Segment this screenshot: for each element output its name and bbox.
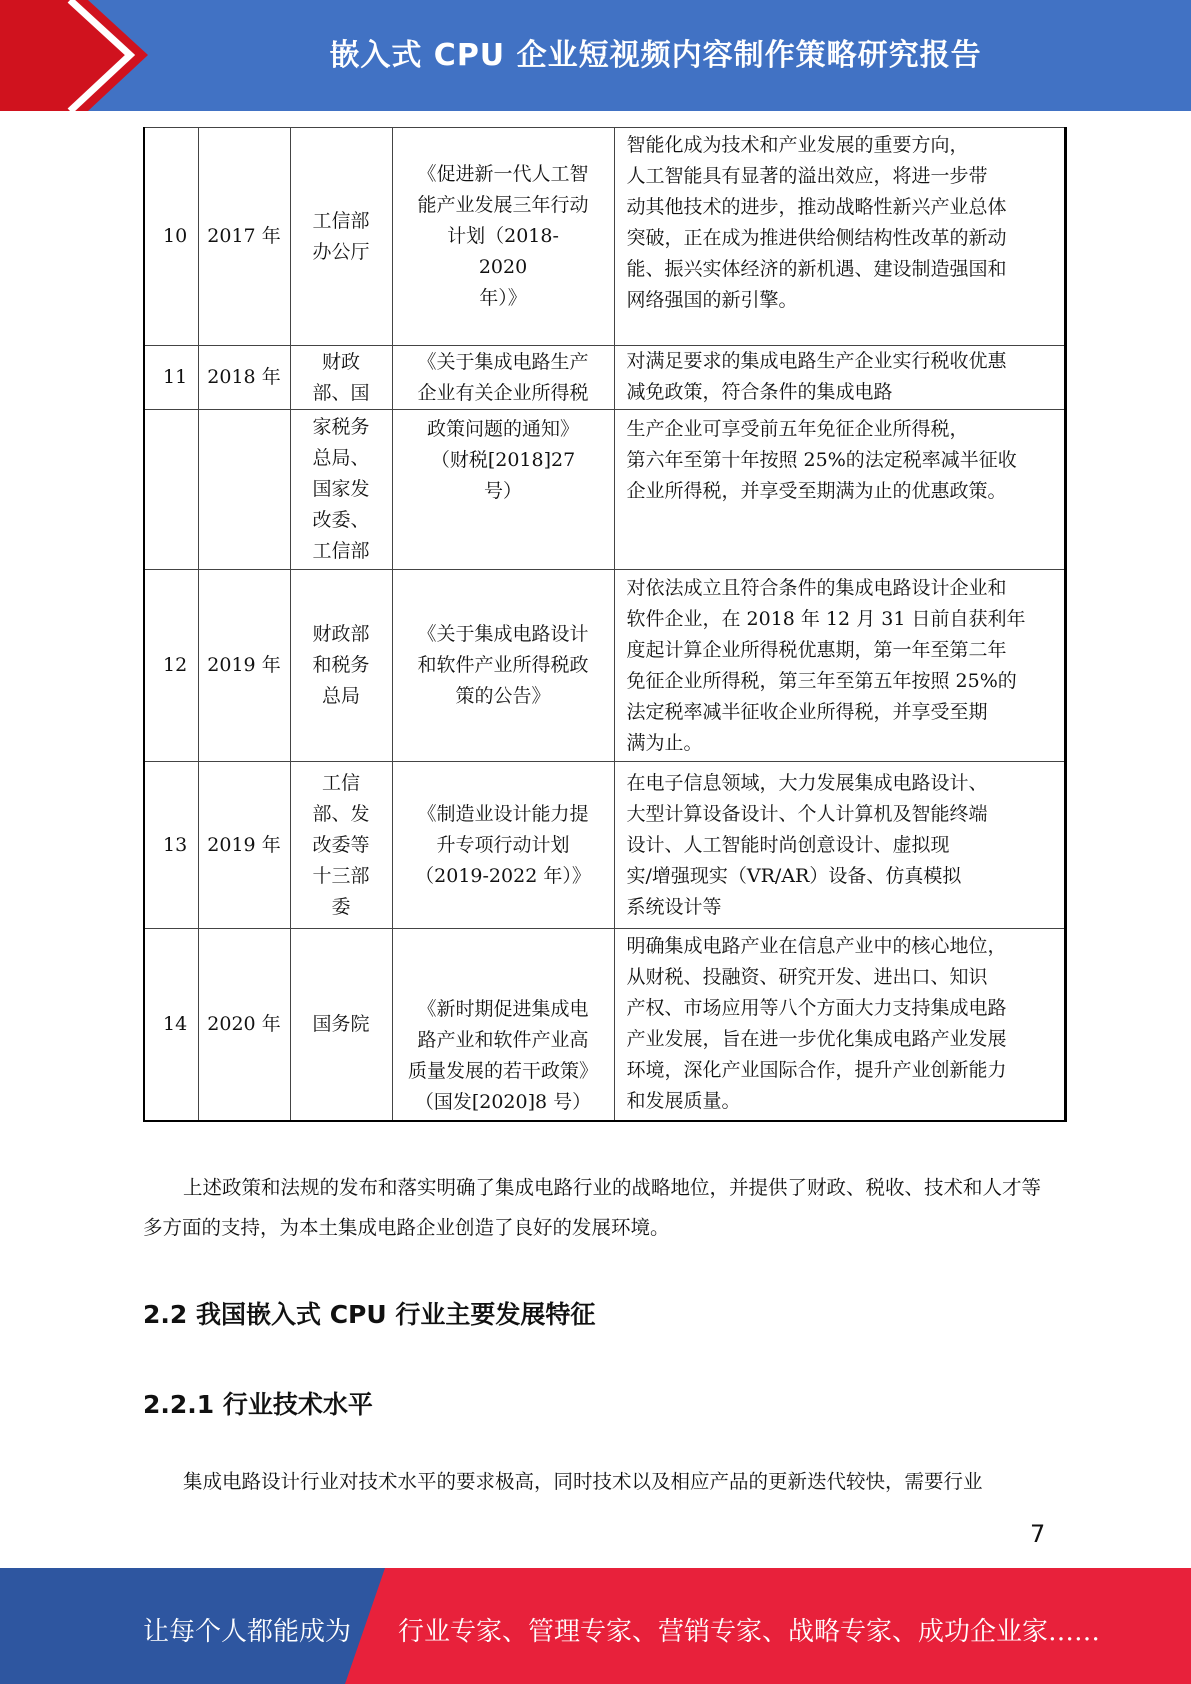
table-row [144,570,1065,762]
row-policy: 政策问题的通知》 （财税[2018]27 号） [392,410,614,570]
section-heading: 2.2 我国嵌入式 CPU 行业主要发展特征 [143,1300,596,1329]
row-year: 2017 年 [198,128,290,346]
policy-table [143,127,1067,1122]
row-description: 智能化成为技术和产业发展的重要方向， 人工智能具有显著的溢出效应，将进一步带 动其他技术的进步，推动战略性新兴产业总体 突破，正在成为推进供给侧结构性改革的新动 能、振兴实体经济的新机遇、建设制造强国和 网络强国的新引擎。 [614,128,1065,346]
row-year: 2019 年 [198,762,290,929]
row-number: 13 [144,762,198,929]
row-year: 2020 年 [198,929,290,1121]
row-year: 2019 年 [198,570,290,762]
row-policy: 《制造业设计能力提 升专项行动计划 （2019-2022 年）》 [392,762,614,929]
report-title: 嵌入式 CPU 企业短视频内容制作策略研究报告 [329,38,982,73]
table-row [144,128,1065,346]
row-description: 生产企业可享受前五年免征企业所得税， 第六年至第十年按照 25%的法定税率减半征收 企业所得税，并享受至期满为止的优惠政策。 [614,410,1065,570]
footer-slogan-left: 让每个人都能成为 [143,1617,352,1647]
table-row [144,410,1065,570]
row-department: 财政部 和税务 总局 [290,570,392,762]
row-number [144,410,198,570]
row-number: 12 [144,570,198,762]
row-policy: 《关于集成电路设计 和软件产业所得税政 策的公告》 [392,570,614,762]
row-year [198,410,290,570]
row-department: 工信 部、发 改委等 十三部 委 [290,762,392,929]
row-department: 国务院 [290,929,392,1121]
body-paragraph: 集成电路设计行业对技术水平的要求极高，同时技术以及相应产品的更新迭代较快，需要行业 [183,1470,983,1493]
row-description: 对满足要求的集成电路生产企业实行税收优惠 减免政策，符合条件的集成电路 [614,346,1065,410]
row-department: 家税务 总局、 国家发 改委、 工信部 [290,410,392,570]
table-row [144,762,1065,929]
row-policy: 《促进新一代人工智 能产业发展三年行动 计划（2018- 2020 年）》 [392,128,614,346]
row-number: 14 [144,929,198,1121]
row-number: 10 [144,128,198,346]
footer-slogan-right: 行业专家、管理专家、营销专家、战略专家、成功企业家…… [398,1617,1101,1647]
page-number: 7 [1030,1520,1046,1548]
row-department: 财政 部、国 [290,346,392,410]
row-policy: 《关于集成电路生产 企业有关企业所得税 [392,346,614,410]
row-description: 明确集成电路产业在信息产业中的核心地位， 从财税、投融资、研究开发、进出口、知识 产权、市场应用等八个方面大力支持集成电路 产业发展，旨在进一步优化集成电路产业发展 环境，深化产业国际合作，提升产业创新能力 和发展质量。 [614,929,1065,1121]
page-header [0,0,1191,111]
table-row [144,346,1065,410]
row-description: 对依法成立且符合条件的集成电路设计企业和 软件企业，在 2018 年 12 月 31 日前自获利年 度起计算企业所得税优惠期，第一年至第二年 免征企业所得税，第三年至第五年按照 25%的 法定税率减半征收企业所得税，并享受至期 满为止。 [614,570,1065,762]
subsection-heading: 2.2.1 行业技术水平 [143,1390,373,1419]
table-row [144,929,1065,1121]
row-department: 工信部 办公厅 [290,128,392,346]
summary-paragraph: 上述政策和法规的发布和落实明确了集成电路行业的战略地位，并提供了财政、税收、技术和人才等多方面的支持，为本土集成电路企业创造了良好的发展环境。 [143,1176,1042,1239]
row-policy: 《新时期促进集成电 路产业和软件产业高 质量发展的若干政策》 （国发[2020]8 号） [392,929,614,1121]
row-year: 2018 年 [198,346,290,410]
header-arrow-graphic [0,0,148,111]
row-number: 11 [144,346,198,410]
row-description: 在电子信息领域，大力发展集成电路设计、 大型计算设备设计、个人计算机及智能终端 设计、人工智能时尚创意设计、虚拟现 实/增强现实（VR/AR）设备、仿真模拟 系统设计等 [614,762,1065,929]
